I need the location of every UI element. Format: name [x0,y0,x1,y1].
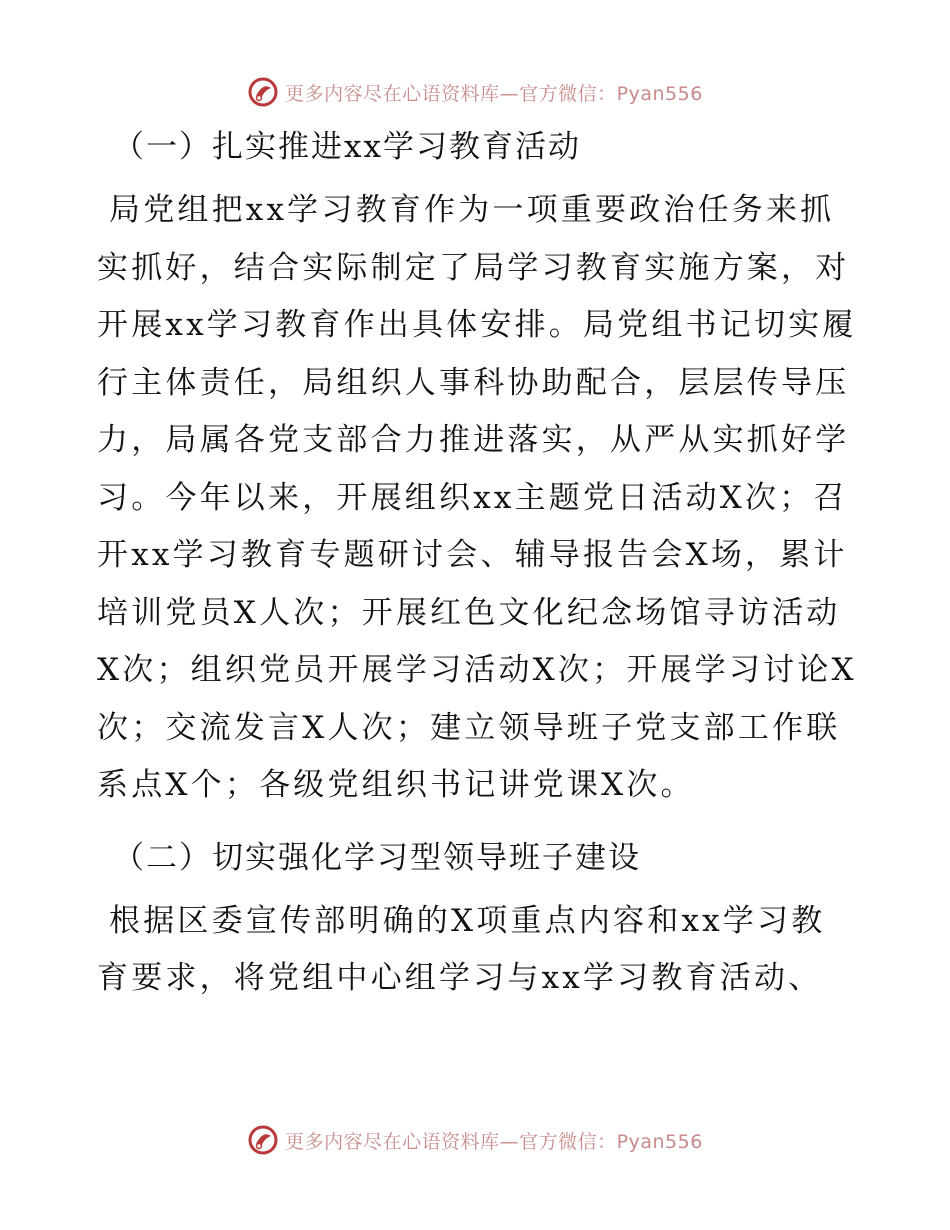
section-paragraph-1: 局党组把xx学习教育作为一项重要政治任务来抓实抓好，结合实际制定了局学习教育实施方案，对开展xx学习教育作出具体安排。局党组书记切实履行主体责任，局组织人事科协助配合，层层传导压力，局属各党支部合力推进落实，从严从实抓好学习。今年以来，开展组织xx主题党日活动X次；召开xx学习教育专题研讨会、辅导报告会X场，累计培训党员X人次；开展红色文化纪念场馆寻访活动X次；组织党员开展学习活动X次；开展学习讨论X次；交流发言X人次；建立领导班子党支部工作联系点X个；各级党组织书记讲党课X次。 [97,192,857,803]
section-heading-2: （二）切实强化学习型领导班子建设 [113,839,641,876]
footer-watermark-banner [0,1120,950,1160]
watermark-logo-icon [247,1124,279,1156]
document-body [97,118,857,1022]
header-watermark-banner [0,72,950,112]
section-paragraph-2: 根据区委宣传部明确的X项重点内容和xx学习教育要求，将党组中心组学习与xx学习教育活动、 [97,902,826,996]
watermark-logo-icon [247,76,279,108]
watermark-text: 更多内容尽在心语资料库—官方微信：Pyan556 [285,1130,703,1153]
watermark-text: 更多内容尽在心语资料库—官方微信：Pyan556 [285,82,703,105]
section-heading-1: （一）扎实推进xx学习教育活动 [113,129,581,165]
